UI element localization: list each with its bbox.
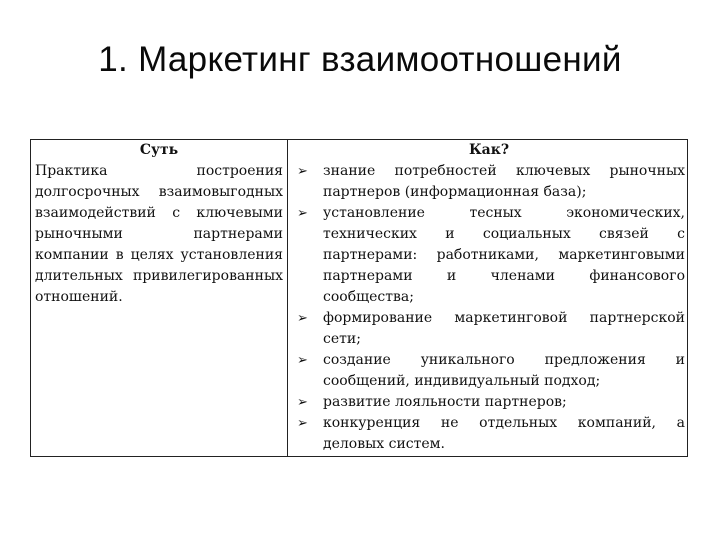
list-item	[293, 308, 685, 350]
essence-column	[35, 140, 283, 308]
how-column	[293, 140, 685, 455]
list-item	[293, 392, 685, 413]
list-item-text: конкуренция не отдельных компаний, а деловых систем.	[323, 415, 685, 452]
content-table	[30, 139, 688, 457]
essence-header: Суть	[139, 142, 179, 158]
how-list	[293, 161, 685, 455]
arrow-bullet-icon: ➢	[297, 416, 308, 431]
list-item	[293, 161, 685, 203]
list-item-text: знание потребностей ключевых рыночных партнеров (информационная база);	[323, 163, 685, 200]
list-item-text: развитие лояльности партнеров;	[323, 394, 567, 410]
how-header: Как?	[468, 142, 510, 158]
list-item-text: формирование маркетинговой партнерской сети;	[323, 310, 685, 347]
column-divider	[287, 140, 288, 456]
list-item	[293, 350, 685, 392]
slide-title: 1. Маркетинг взаимоотношений	[98, 40, 622, 79]
arrow-bullet-icon: ➢	[297, 395, 308, 410]
arrow-bullet-icon: ➢	[297, 311, 308, 326]
list-item-text: установление тесных экономических, технических и социальных связей с партнерами: работниками, маркетинговыми партнерами и членами финансового сообщества;	[323, 205, 685, 305]
arrow-bullet-icon: ➢	[297, 164, 308, 179]
list-item	[293, 413, 685, 455]
essence-text: Практика построения долгосрочных взаимовыгодных взаимодействий с ключевыми рыночными партнерами компании в целях установления длительных привилегированных отношений.	[35, 163, 283, 305]
arrow-bullet-icon: ➢	[297, 353, 308, 368]
arrow-bullet-icon: ➢	[297, 206, 308, 221]
list-item-text: создание уникального предложения и сообщений, индивидуальный подход;	[323, 352, 685, 389]
list-item	[293, 203, 685, 308]
